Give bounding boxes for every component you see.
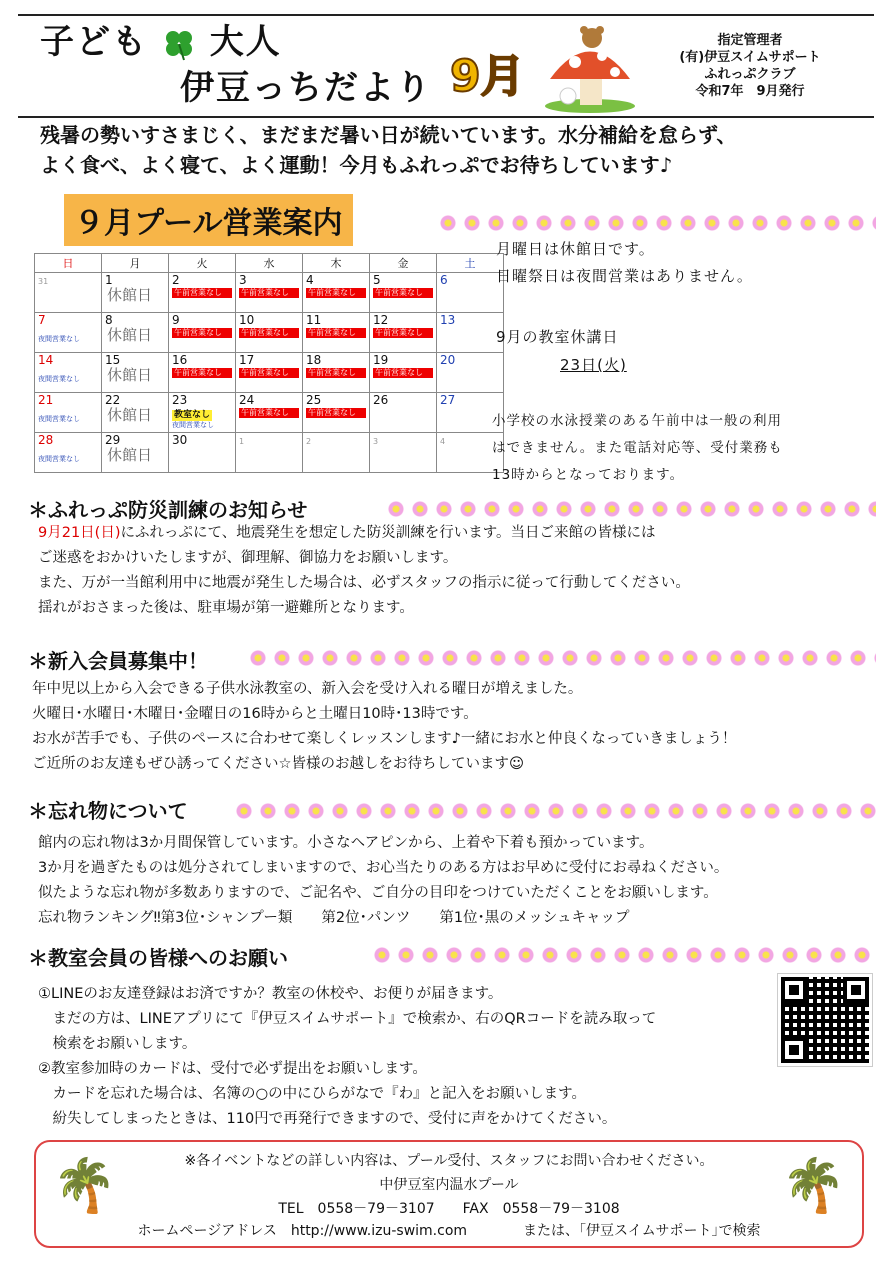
no-morning-tag: 午前営業なし [306, 368, 366, 378]
weekday-header: 木 [303, 254, 370, 273]
no-morning-tag: 午前営業なし [373, 368, 433, 378]
flower-border [246, 647, 876, 669]
header-rule [18, 116, 874, 118]
manager-line: (有)伊豆スイムサポート [679, 50, 821, 65]
palm-tree-icon: 🌴 [52, 1156, 117, 1216]
no-morning-tag: 午前営業なし [306, 408, 366, 418]
top-rule [18, 14, 874, 16]
calendar-cell [102, 273, 169, 313]
day-number: 18 [306, 353, 322, 367]
footer-box [34, 1140, 864, 1248]
closed-label: 休館日 [107, 286, 153, 304]
calendar-cell [437, 273, 504, 313]
lost-line: 忘れ物ランキング‼第3位･シャンプー類 第2位･パンツ 第1位･黒のメッシュキャップ [38, 910, 630, 926]
drill-line: にふれっぷにて、地震発生を想定した防災訓練を行います。当日ご来館の皆様には [120, 525, 656, 541]
recruit-line: お水が苦手でも、子供のペースに合わせて楽しくレッスンします♪一緒にお水と仲良くなっていきましょう！ [32, 731, 737, 747]
day-number: 14 [38, 353, 54, 367]
calendar-cell [169, 313, 236, 353]
homepage-address[interactable]: ホームページアドレス http://www.izu-swim.com または、｢伊豆スイムサポート｣で検索 [137, 1223, 761, 1239]
closed-label: 休館日 [107, 366, 153, 384]
weekday-header: 土 [437, 254, 504, 273]
request-body [38, 982, 778, 1132]
day-number: 5 [373, 273, 381, 287]
day-number: 2 [306, 437, 312, 446]
calendar-cell [102, 313, 169, 353]
day-number: 28 [38, 433, 54, 447]
title-line1a: 子ども [40, 22, 148, 62]
calendar-cell [169, 433, 236, 473]
calendar-cell [35, 393, 102, 433]
class-off-title: 9月の教室休講日 [496, 328, 619, 346]
pool-note: 月曜日は休館日です。 [496, 240, 655, 258]
line-qr-code[interactable] [778, 974, 872, 1066]
calendar-cell [236, 393, 303, 433]
day-number: 25 [306, 393, 322, 407]
mushroom-bear-illustration [540, 24, 640, 114]
weekday-header: 水 [236, 254, 303, 273]
no-morning-tag: 午前営業なし [239, 288, 299, 298]
pool-note: 日曜祭日は夜間営業はありません。 [496, 267, 753, 285]
facility-name: 中伊豆室内温水プール [379, 1177, 519, 1193]
calendar-cell [303, 353, 370, 393]
day-number: 3 [239, 273, 247, 287]
no-morning-tag: 午前営業なし [172, 368, 232, 378]
calendar-cell [236, 433, 303, 473]
calendar-cell [236, 353, 303, 393]
day-number: 7 [38, 313, 46, 327]
palm-tree-icon: 🌴 [781, 1156, 846, 1216]
school-note [492, 408, 783, 489]
qr-finder [781, 977, 807, 1003]
drill-line: ご迷惑をおかけいたしますが、御理解、御協力をお願いします。 [38, 550, 458, 566]
day-number: 15 [105, 353, 121, 367]
contact-phone-fax: TEL 0558－79－3107 FAX 0558－79－3108 [278, 1201, 620, 1217]
intro-line: よく食べ、よく寝て、よく運動！今月もふれっぷでお待ちしています♪ [40, 153, 673, 177]
drill-line: 揺れがおさまった後は、駐車場が第一避難所となります。 [38, 600, 414, 616]
weekday-header: 金 [370, 254, 437, 273]
day-number: 21 [38, 393, 54, 407]
day-number: 24 [239, 393, 255, 407]
no-morning-tag: 午前営業なし [172, 288, 232, 298]
recruit-line: ご近所のお友達もぜひ誘ってください☆皆様のお越しをお待ちしています☺ [32, 756, 525, 772]
school-note-line: 13時からとなっております。 [492, 467, 685, 483]
day-number: 8 [105, 313, 113, 327]
clover-icon [162, 27, 196, 61]
weekday-header: 日 [35, 254, 102, 273]
calendar-cell [169, 273, 236, 313]
drill-body [38, 521, 878, 621]
intro-line: 残暑の勢いすさまじく、まだまだ暑い日が続いています。水分補給を怠らず、 [40, 123, 737, 147]
no-morning-tag: 午前営業なし [172, 328, 232, 338]
day-number: 10 [239, 313, 255, 327]
calendar-cell [303, 313, 370, 353]
request-line: ①LINEのお友達登録はお済ですか？教室の休校や、お便りが届きます。 [38, 986, 503, 1002]
calendar-cell [370, 273, 437, 313]
qr-finder [843, 977, 869, 1003]
no-morning-tag: 午前営業なし [239, 328, 299, 338]
recruit-heading: ＊新入会員募集中！ [28, 649, 208, 673]
no-night-tag: 夜間営業なし [38, 335, 80, 343]
day-number: 29 [105, 433, 121, 447]
day-number: 22 [105, 393, 121, 407]
closed-label: 休館日 [107, 446, 153, 464]
calendar-cell [35, 273, 102, 313]
pool-title: ９月プール営業案内 [64, 194, 353, 246]
no-night-tag: 夜間営業なし [38, 375, 80, 383]
footer-note: ※各イベントなどの詳しい内容は、プール受付、スタッフにお問い合わせください。 [184, 1153, 714, 1169]
intro-text [40, 120, 736, 180]
manager-line: 指定管理者 [717, 33, 783, 48]
flower-border [232, 800, 876, 822]
lost-body [38, 831, 883, 931]
no-night-tag: 夜間営業なし [38, 415, 80, 423]
calendar-cell [303, 273, 370, 313]
no-night-tag: 夜間営業なし [172, 421, 214, 429]
calendar-cell [236, 313, 303, 353]
calendar-cell [437, 353, 504, 393]
weekday-header: 火 [169, 254, 236, 273]
lost-line: 似たような忘れ物が多数ありますので、ご記名や、ご自分の目印をつけていただくことをお願いします。 [38, 885, 718, 901]
day-number: 16 [172, 353, 188, 367]
no-morning-tag: 午前営業なし [239, 408, 299, 418]
calendar-cell [169, 393, 236, 433]
calendar-cell [236, 273, 303, 313]
request-line: 紛失してしまったときは、110円で再発行できますので、受付に声をかけてください。 [38, 1111, 617, 1127]
drill-heading: ＊ふれっぷ防災訓練のお知らせ [28, 498, 308, 522]
manager-info [650, 32, 850, 100]
drill-date: 9月21日(日) [38, 525, 121, 541]
calendar-cell [35, 313, 102, 353]
calendar-cell [370, 433, 437, 473]
class-off-date: 23日(火) [560, 356, 627, 374]
lost-heading: ＊忘れ物について [28, 799, 188, 823]
calendar-cell [102, 353, 169, 393]
no-morning-tag: 午前営業なし [306, 328, 366, 338]
title-line1b: 大人 [209, 22, 282, 62]
calendar-cell [370, 313, 437, 353]
calendar-cell [370, 393, 437, 433]
recruit-body [32, 677, 882, 777]
lost-line: 3か月を過ぎたものは処分されてしまいますので、お心当たりのある方はお早めに受付にお尋ねください。 [38, 860, 729, 876]
newsletter-title [40, 22, 282, 62]
day-number: 6 [440, 273, 448, 287]
request-line: まだの方は、LINEアプリにて『伊豆スイムサポート』で検索か、右のQRコードを読み取って [38, 1011, 657, 1027]
day-number: 3 [373, 437, 379, 446]
school-note-line: はできません。また電話対応等、受付業務も [492, 440, 783, 456]
day-number: 1 [239, 437, 245, 446]
day-number: 13 [440, 313, 456, 327]
day-number: 27 [440, 393, 456, 407]
drill-line: また、万が一当館利用中に地震が発生した場合は、必ずスタッフの指示に従って行動してください。 [38, 575, 690, 591]
request-line: 検索をお願いします。 [38, 1036, 197, 1052]
day-number: 11 [306, 313, 322, 327]
calendar-cell [303, 433, 370, 473]
day-number: 2 [172, 273, 180, 287]
no-night-tag: 夜間営業なし [38, 455, 80, 463]
calendar-cell [303, 393, 370, 433]
flower-border [436, 212, 876, 234]
pool-notes [496, 236, 753, 290]
recruit-line: 火曜日･水曜日･木曜日･金曜日の16時からと土曜日10時･13時です。 [32, 706, 478, 722]
day-number: 31 [38, 277, 49, 286]
day-number: 20 [440, 353, 456, 367]
qr-finder [781, 1037, 807, 1063]
day-number: 19 [373, 353, 389, 367]
request-line: ②教室参加時のカードは、受付で必ず提出をお願いします。 [38, 1061, 427, 1077]
day-number: 17 [239, 353, 255, 367]
calendar-cell [437, 313, 504, 353]
recruit-line: 年中児以上から入会できる子供水泳教室の、新入会を受け入れる曜日が増えました。 [32, 681, 583, 697]
no-morning-tag: 午前営業なし [239, 368, 299, 378]
day-number: 26 [373, 393, 389, 407]
day-number: 4 [306, 273, 314, 287]
day-number: 12 [373, 313, 389, 327]
day-number: 23 [172, 393, 188, 407]
no-morning-tag: 午前営業なし [373, 328, 433, 338]
calendar-cell [35, 353, 102, 393]
calendar-cell [102, 393, 169, 433]
request-heading: ＊教室会員の皆様へのお願い [28, 946, 288, 970]
month-label: 9月 [450, 51, 525, 102]
day-number: 9 [172, 313, 180, 327]
no-class-tag: 教室なし [174, 410, 211, 420]
lost-line: 館内の忘れ物は3か月間保管しています。小さなヘアピンから、上着や下着も預かっています。 [38, 835, 654, 851]
weekday-header: 月 [102, 254, 169, 273]
flower-border [384, 498, 876, 520]
closed-label: 休館日 [107, 406, 153, 424]
title-line2: 伊豆っちだより [180, 68, 432, 108]
flower-border [370, 944, 876, 966]
day-number: 1 [105, 273, 113, 287]
no-morning-tag: 午前営業なし [373, 288, 433, 298]
closed-label: 休館日 [107, 326, 153, 344]
day-number: 4 [440, 437, 446, 446]
calendar-table [34, 253, 504, 473]
day-number: 30 [172, 433, 188, 447]
calendar-cell [102, 433, 169, 473]
school-note-line: 小学校の水泳授業のある午前中は一般の利用 [492, 413, 782, 429]
calendar-cell [370, 353, 437, 393]
no-morning-tag: 午前営業なし [306, 288, 366, 298]
manager-line: ふれっぷクラブ [704, 67, 796, 82]
calendar-cell [35, 433, 102, 473]
request-line: カードを忘れた場合は、名簿の○の中にひらがなで『わ』と記入をお願いします。 [38, 1086, 586, 1102]
manager-line: 令和7年 9月発行 [695, 84, 805, 99]
calendar-cell [169, 353, 236, 393]
